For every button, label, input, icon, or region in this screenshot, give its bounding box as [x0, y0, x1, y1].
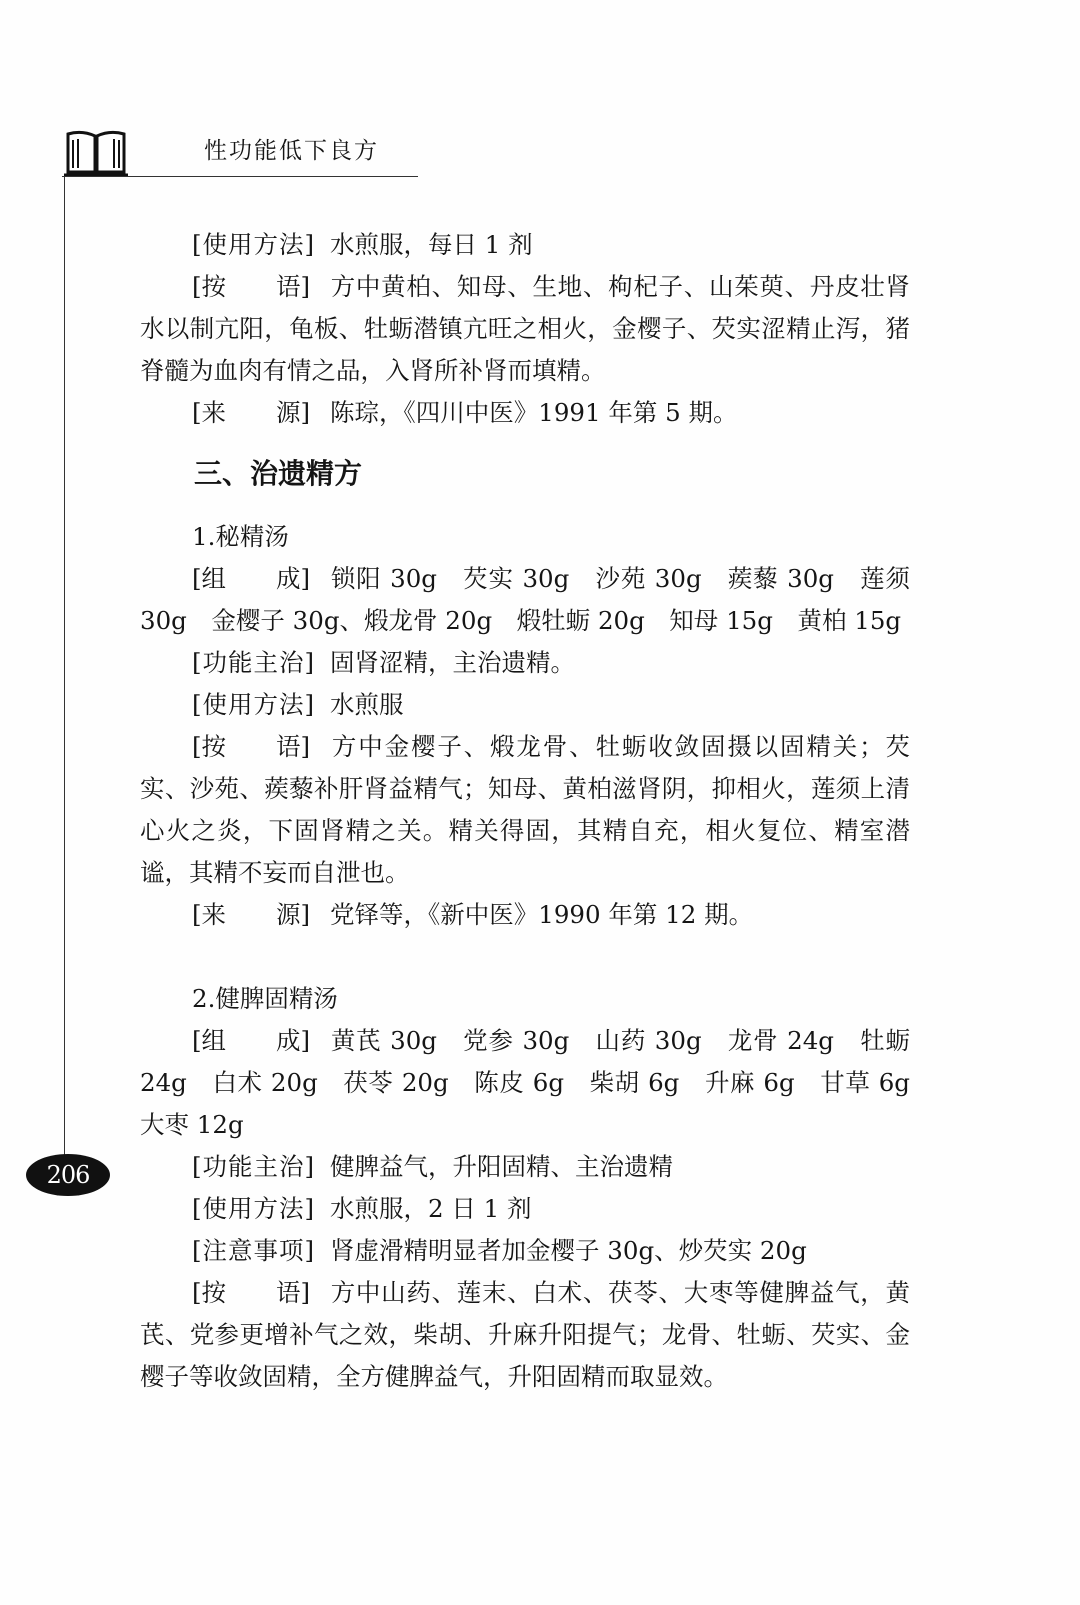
spacer [140, 936, 910, 978]
header-rule [62, 176, 418, 177]
entry-text: 陈琮，《四川中医》1991 年第 5 期。 [330, 398, 738, 427]
entry-label-part: 成] [276, 1026, 311, 1055]
entry-label [192, 726, 330, 768]
recipe-title: 2.健脾固精汤 [192, 984, 338, 1013]
entry-text: 水煎服，2 日 1 剂 [330, 1194, 532, 1223]
entry-label [192, 1272, 330, 1314]
entry-text: 肾虚滑精明显者加金樱子 30g、炒芡实 20g [330, 1236, 807, 1265]
entry-paragraph [140, 642, 910, 684]
entry-label: [注意事项] [192, 1236, 316, 1265]
entry-paragraph [140, 684, 910, 726]
entry-label-part: 源] [276, 900, 311, 929]
entry-text: 党铎等，《新中医》1990 年第 12 期。 [330, 900, 754, 929]
entry-label-part: [按 [192, 732, 227, 761]
entry-label [192, 894, 330, 936]
entry-paragraph [140, 1272, 910, 1398]
section-heading: 三、治遗精方 [194, 457, 363, 490]
entry-paragraph [140, 266, 910, 392]
entry-text: 方中山药、莲末、白术、茯苓、大枣等健脾益气，黄芪、党参更增补气之效，柴胡、升麻升阳提气；龙骨、牡蛎、芡实、金樱子等收敛固精，全方健脾益气，升阳固精而取显效。 [140, 1278, 910, 1391]
entry-paragraph [140, 558, 910, 642]
entry-paragraph [140, 726, 910, 894]
entry-paragraph [140, 1230, 910, 1272]
entry-paragraph [140, 224, 910, 266]
entry-paragraph [140, 894, 910, 936]
entry-label-part: 语] [276, 272, 311, 301]
entry-label [192, 392, 330, 434]
entry-label: [使用方法] [192, 230, 316, 259]
entry-text: 锁阳 30g 芡实 30g 沙苑 30g 蒺藜 30g 莲须 30g 金樱子 30g、煅龙骨 20g 煅牡蛎 20g 知母 15g 黄柏 15g [140, 564, 910, 635]
entry-label: [功能主治] [192, 648, 316, 677]
entry-label-part: 成] [276, 564, 311, 593]
recipe-title: 1.秘精汤 [192, 522, 289, 551]
entry-paragraph [140, 392, 910, 434]
entry-label-part: [按 [192, 1278, 227, 1307]
entry-text: 黄芪 30g 党参 30g 山药 30g 龙骨 24g 牡蛎 24g 白术 20g 茯苓 20g 陈皮 6g 柴胡 6g 升麻 6g 甘草 6g 大枣 12g [140, 1026, 935, 1139]
entry-label-part: 源] [276, 398, 311, 427]
entry-text: 水煎服 [330, 690, 404, 719]
entry-text: 健脾益气，升阳固精、主治遗精 [330, 1152, 673, 1181]
entry-label-part: 语] [276, 1278, 311, 1307]
entry-label-part: [来 [192, 900, 227, 929]
entry-label: [使用方法] [192, 1194, 316, 1223]
entry-label-part: [组 [192, 564, 227, 593]
entry-text: 方中金樱子、煅龙骨、牡蛎收敛固摄以固精关；芡实、沙苑、蒺藜补肝肾益精气；知母、黄柏滋肾阴，抑相火，莲须上清心火之炎，下固肾精之关。精关得固，其精自充，相火复位、精室潜谧，其精不妄而自泄也。 [140, 732, 910, 887]
entry-paragraph [140, 1020, 935, 1146]
entry-label [192, 558, 330, 600]
entry-text: 方中黄柏、知母、生地、枸杞子、山茱萸、丹皮壮肾水以制亢阳，龟板、牡蛎潜镇亢旺之相火，金樱子、芡实涩精止泻，猪脊髓为血肉有情之品，入肾所补肾而填精。 [140, 272, 910, 385]
running-header-title: 性功能低下良方 [204, 138, 379, 164]
entry-text: 水煎服，每日 1 剂 [330, 230, 533, 259]
entry-label: [使用方法] [192, 690, 316, 719]
entry-paragraph [140, 1188, 910, 1230]
page-number-badge: 206 [26, 1154, 110, 1196]
entry-label [192, 266, 330, 308]
entry-paragraph [140, 1146, 910, 1188]
entry-label-part: [按 [192, 272, 227, 301]
entry-label-part: 语] [276, 732, 311, 761]
book-icon [64, 128, 128, 178]
entry-text: 固肾涩精，主治遗精。 [330, 648, 575, 677]
entry-label-part: [组 [192, 1026, 227, 1055]
entry-label-part: [来 [192, 398, 227, 427]
entry-label [192, 1020, 330, 1062]
entry-label: [功能主治] [192, 1152, 316, 1181]
margin-rule [64, 176, 65, 1176]
page-body [140, 224, 935, 1398]
